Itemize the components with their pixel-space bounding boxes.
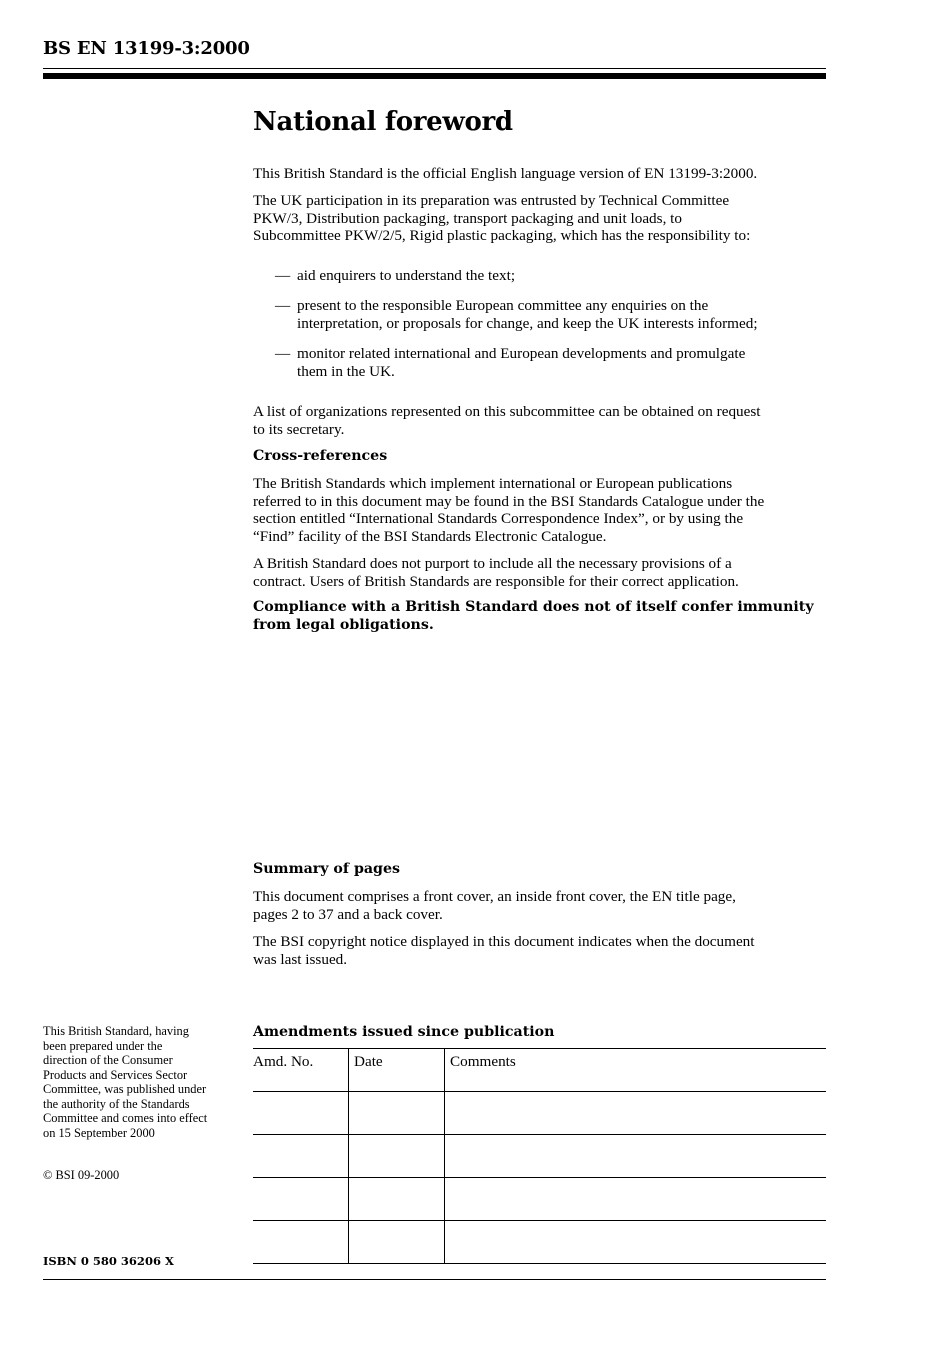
- section-heading-summary-of-pages: Summary of pages: [253, 861, 400, 877]
- text-line: on 15 September 2000: [43, 1125, 155, 1140]
- text-line: The BSI copyright notice displayed in this document indicates when the document: [253, 933, 755, 950]
- text-line: interpretation, or proposals for change, and keep the UK interests informed;: [297, 314, 758, 332]
- text-line: referred to in this document may be found in the BSI Standards Catalogue under the: [253, 492, 765, 510]
- text-line: from legal obligations.: [253, 616, 434, 633]
- page-title: National foreword: [253, 107, 513, 137]
- column-header-date: Date: [354, 1053, 383, 1070]
- amendments-title: Amendments issued since publication: [253, 1024, 555, 1040]
- text-line: been prepared under the: [43, 1038, 163, 1053]
- table-rule: [253, 1177, 826, 1178]
- text-line: A list of organizations represented on this subcommittee can be obtained on request: [253, 403, 761, 420]
- table-rule: [253, 1220, 826, 1221]
- text-line: Committee and comes into effect: [43, 1111, 208, 1125]
- copyright-line: © BSI 09-2000: [43, 1168, 120, 1182]
- text-line: The UK participation in its preparation was entrusted by Technical Committee: [253, 192, 730, 209]
- paragraph-provisions: [253, 555, 826, 590]
- text-line: PKW/3, Distribution packaging, transport packaging and unit loads, to: [253, 209, 682, 227]
- text-line: This British Standard is the official English language version of EN 13199-3:2000.: [253, 165, 758, 182]
- list-dash: —: [275, 267, 291, 284]
- list-dash: —: [275, 297, 291, 314]
- table-column-divider: [444, 1048, 445, 1264]
- table-rule: [253, 1091, 826, 1092]
- text-line: the authority of the Standards: [43, 1096, 190, 1111]
- paragraph-uk-participation: [253, 192, 826, 245]
- text-line: was last issued.: [253, 950, 348, 968]
- text-line: direction of the Consumer: [43, 1053, 173, 1067]
- text-line: contract. Users of British Standards are responsible for their correct application.: [253, 572, 739, 590]
- compliance-statement: [253, 599, 826, 634]
- paragraph-page-summary: [253, 888, 826, 923]
- isbn-number: ISBN 0 580 36206 X: [43, 1254, 174, 1268]
- text-line: section entitled “International Standards Correspondence Index”, or by using the: [253, 510, 744, 528]
- text-line: present to the responsible European committee any enquiries on the: [297, 297, 709, 314]
- paragraph-official-version: [253, 165, 826, 183]
- text-line: monitor related international and European developments and promulgate: [297, 345, 746, 362]
- text-line: pages 2 to 37 and a back cover.: [253, 905, 443, 923]
- text-line: Subcommittee PKW/2/5, Rigid plastic packaging, which has the responsibility to:: [253, 227, 751, 245]
- text-line: The British Standards which implement international or European publications: [253, 475, 733, 492]
- publication-note: [43, 1024, 238, 1140]
- text-line: This document comprises a front cover, an inside front cover, the EN title page,: [253, 888, 736, 905]
- column-header-amd-no: Amd. No.: [253, 1053, 314, 1070]
- text-line: Products and Services Sector: [43, 1067, 188, 1082]
- text-line: A British Standard does not purport to include all the necessary provisions of a: [253, 555, 732, 572]
- text-line: Committee, was published under: [43, 1082, 207, 1096]
- text-line: them in the UK.: [297, 362, 395, 380]
- text-line: Compliance with a British Standard does not of itself confer immunity: [253, 599, 814, 615]
- responsibility-list: [275, 267, 826, 387]
- document-id: BS EN 13199-3:2000: [43, 38, 250, 59]
- table-rule: [253, 1134, 826, 1135]
- paragraph-organizations: [253, 403, 826, 438]
- text-line: “Find” facility of the BSI Standards Electronic Catalogue.: [253, 527, 607, 545]
- section-heading-cross-references: Cross-references: [253, 448, 388, 464]
- column-header-comments: Comments: [450, 1053, 516, 1070]
- paragraph-copyright-notice: [253, 933, 826, 968]
- footer-rule: [43, 1279, 826, 1280]
- header-thin-rule: [43, 68, 826, 69]
- header-thick-rule: [43, 73, 826, 79]
- amendments-table: [253, 1048, 826, 1264]
- table-rule: [253, 1263, 826, 1264]
- table-rule: [253, 1048, 826, 1049]
- text-line: to its secretary.: [253, 420, 345, 438]
- text-line: aid enquirers to understand the text;: [297, 267, 516, 284]
- table-column-divider: [348, 1048, 349, 1264]
- list-dash: —: [275, 345, 291, 362]
- paragraph-cross-references: [253, 475, 826, 545]
- text-line: This British Standard, having: [43, 1024, 189, 1038]
